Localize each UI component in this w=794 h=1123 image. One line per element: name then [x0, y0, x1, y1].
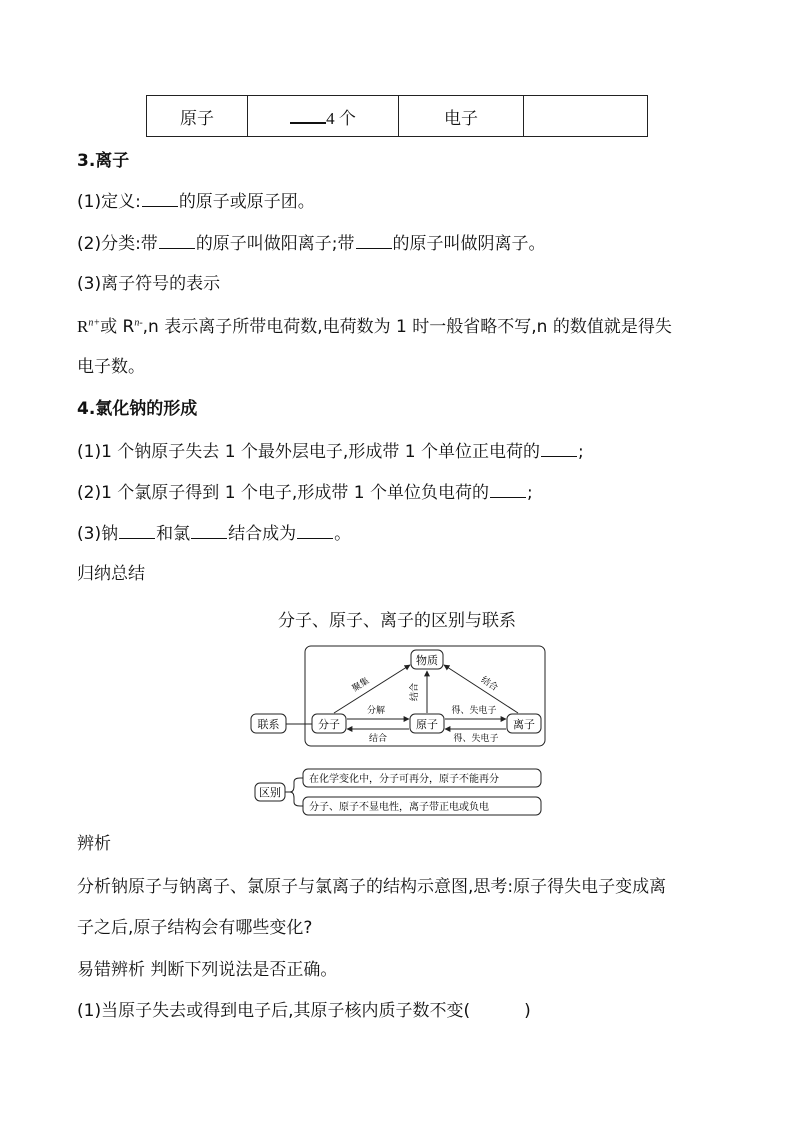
relation-diagram	[240, 640, 560, 825]
fill-blank	[159, 232, 195, 249]
table-cell: 电子	[399, 96, 524, 137]
table-cell-value: 4 个	[326, 108, 356, 128]
summary-label: 归纳总结	[77, 564, 145, 584]
fill-blank	[297, 522, 333, 539]
fill-blank	[142, 190, 178, 207]
arrow-gain-lose-top-label: 得、失电子	[451, 706, 497, 716]
node-ion-label: 离子	[513, 718, 535, 731]
table-cell-blank	[248, 96, 399, 137]
text: ,n 表示离子所带电荷数,电荷数为 1 时一般省略不写,n 的数值就是得失	[142, 317, 672, 337]
diagram-title: 分子、原子、离子的区别与联系	[278, 611, 516, 631]
node-molecule-label: 分子	[318, 718, 340, 731]
node-matter-label: 物质	[416, 654, 438, 667]
text: ;	[577, 442, 584, 462]
text: 的原子叫做阴离子。	[392, 234, 546, 254]
arrow-combine-right-label: 结合	[478, 675, 500, 694]
text: 。	[334, 524, 352, 544]
table-cell: 原子	[147, 96, 248, 137]
diff-text-1: 在化学变化中，分子可再分，原子不能再分	[309, 774, 499, 785]
superscript: n-	[134, 317, 143, 329]
arrow-gather-label: 聚集	[350, 676, 372, 695]
nacl-line-3	[77, 522, 351, 545]
text: (2)1 个氯原子得到 1 个电子,形成带 1 个单位负电荷的	[77, 483, 489, 503]
analysis-label: 辨析	[77, 834, 111, 854]
arrow-combine-bottom-label: 结合	[368, 734, 388, 744]
superscript: n+	[88, 317, 101, 329]
error-check-item-1: (1)当原子失去或得到电子后,其原子核内质子数不变( )	[77, 1001, 531, 1021]
text: 的原子或原子团。	[178, 192, 315, 212]
fill-blank	[356, 232, 392, 249]
analysis-question-2: 子之后,原子结构会有哪些变化?	[77, 918, 313, 938]
section-title-ion: 3.离子	[77, 151, 130, 171]
link-label: 联系	[257, 718, 280, 731]
table-row	[147, 96, 648, 137]
text: R	[77, 317, 89, 336]
fill-blank	[191, 522, 227, 539]
text: 和氯	[156, 524, 191, 544]
ion-symbol-title: (3)离子符号的表示	[77, 274, 221, 294]
table-cell-empty	[524, 96, 648, 137]
text: 的原子叫做阳离子;带	[195, 234, 355, 254]
ion-definition	[77, 190, 315, 213]
ion-symbol-desc	[77, 316, 672, 338]
text: (1)1 个钠原子失去 1 个最外层电子,形成带 1 个单位正电荷的	[77, 442, 540, 462]
nacl-line-2	[77, 481, 533, 504]
arrow-decompose-label: 分解	[366, 706, 386, 716]
nacl-line-1	[77, 440, 584, 463]
arrow-combine-up-label: 结合	[410, 682, 420, 702]
text: 结合成为	[228, 524, 297, 544]
brace-top	[285, 778, 303, 792]
error-check-label: 易错辨析 判断下列说法是否正确。	[77, 960, 338, 980]
text: ;	[526, 483, 533, 503]
text: (3)钠	[77, 524, 119, 544]
analysis-question-1: 分析钠原子与钠离子、氯原子与氯离子的结构示意图,思考:原子得失电子变成离	[77, 877, 667, 897]
text: 或 R	[100, 317, 135, 337]
text: (2)分类:带	[77, 234, 158, 254]
ion-classification	[77, 232, 546, 255]
fill-blank	[119, 522, 155, 539]
fill-blank	[290, 104, 326, 124]
fill-blank	[490, 481, 526, 498]
node-atom-label: 原子	[416, 718, 438, 731]
text: (1)定义:	[77, 192, 141, 212]
section-title-nacl: 4.氯化钠的形成	[77, 399, 198, 419]
particle-table	[146, 95, 648, 137]
diff-label: 区别	[259, 786, 281, 799]
diff-text-2: 分子、原子不显电性，离子带正电或负电	[309, 802, 489, 813]
fill-blank	[541, 440, 577, 457]
brace-bottom	[290, 792, 303, 806]
ion-symbol-desc-cont: 电子数。	[77, 357, 145, 377]
arrow-gain-lose-bottom-label: 得、失电子	[453, 734, 499, 744]
